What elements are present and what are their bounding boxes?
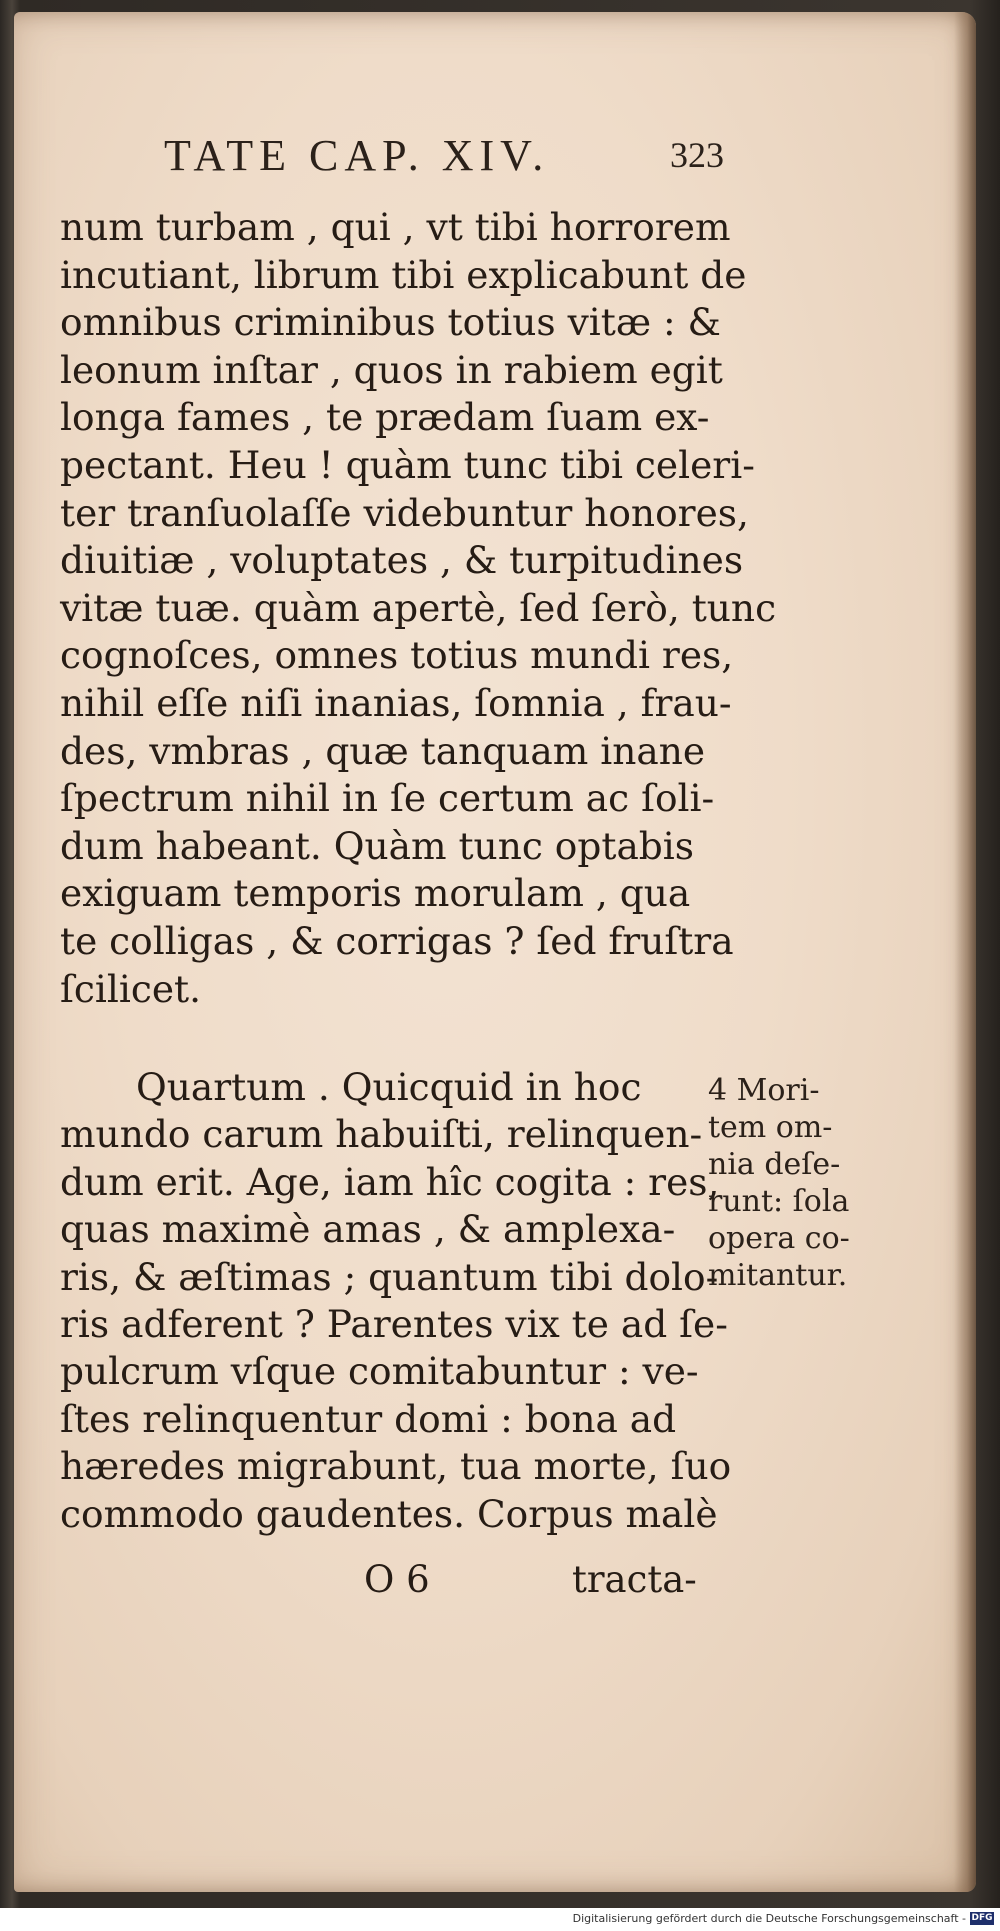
text-line: dum erit. Age, iam hîc cogita : res,: [60, 1159, 720, 1204]
text-line: te colligas , & corrigas ? ſed fruſtra: [60, 918, 734, 963]
second-paragraph: [60, 1064, 732, 1538]
text-line: ſpectrum nihil in ſe certum ac ſoli-: [60, 776, 715, 821]
catchword: tracta-: [572, 1558, 697, 1601]
marginal-line: runt: ſola: [708, 1184, 850, 1219]
book-page: [14, 12, 976, 1892]
text-line: ſtes relinquentur domi : bona ad: [60, 1396, 677, 1441]
text-line: hæredes migrabunt, tua morte, ſuo: [60, 1444, 732, 1489]
text-line: pectant. Heu ! quàm tunc tibi celeri-: [60, 442, 755, 487]
text-line: ris, & æſtimas ; quantum tibi dolo-: [60, 1254, 719, 1299]
marginal-line: tem om-: [708, 1110, 833, 1145]
text-line: num turbam , qui , vt tibi horrorem: [60, 205, 731, 249]
marginal-line: mitantur.: [708, 1258, 848, 1293]
page-number: 323: [670, 135, 724, 175]
running-head-title: TATE CAP. XIV.: [164, 131, 550, 180]
text-line: des, vmbras , quæ tanquam inane: [60, 728, 706, 773]
text-line: nihil eſſe niſi inanias, ſomnia , frau-: [60, 680, 732, 725]
text-line: diuitiæ , voluptates , & turpitudines: [60, 538, 744, 583]
marginal-line: nia deſe-: [708, 1147, 841, 1182]
text-line: exiguam temporis morulam , qua: [60, 871, 691, 916]
text-line: quas maximè amas , & amplexa-: [60, 1207, 676, 1252]
digitization-credit-bar: [0, 1908, 1000, 1931]
main-paragraph: [60, 204, 777, 1013]
marginal-line: 4 Mori-: [708, 1073, 820, 1108]
text-line: ris adferent ? Parentes vix te ad ſe-: [60, 1301, 728, 1346]
text-line: cognoſces, omnes totius mundi res,: [60, 633, 734, 678]
text-line: Quartum . Quicquid in hoc: [136, 1065, 642, 1109]
text-line: vitæ tuæ. quàm apertè, ſed ſerò, tunc: [60, 585, 777, 630]
running-head: [150, 130, 750, 190]
marginal-note: [708, 1072, 888, 1294]
text-line: commodo gaudentes. Corpus malè: [60, 1491, 718, 1536]
text-line: dum habeant. Quàm tunc optabis: [60, 823, 695, 868]
text-line: ſcilicet.: [60, 966, 202, 1011]
credit-text: Digitalisierung gefördert durch die Deutsche Forschungsgemeinschaft -: [572, 1912, 966, 1925]
marginal-line: opera co-: [708, 1221, 850, 1256]
dfg-logo-icon: DFG: [971, 1913, 993, 1923]
text-line: leonum inſtar , quos in rabiem egit: [60, 347, 723, 392]
text-line: omnibus criminibus totius vitæ : &: [60, 300, 721, 345]
text-line: mundo carum habuiſti, relinquen-: [60, 1112, 703, 1157]
text-line: ter tranſuolaſſe videbuntur honores,: [60, 490, 749, 535]
text-line: longa fames , te prædam ſuam ex-: [60, 395, 710, 440]
page-edge-shadow: [954, 12, 976, 1892]
page-footer: [364, 1558, 724, 1608]
text-line: incutiant, librum tibi explicabunt de: [60, 252, 747, 297]
signature-mark: O 6: [364, 1558, 430, 1601]
text-line: pulcrum vſque comitabuntur : ve-: [60, 1349, 699, 1394]
